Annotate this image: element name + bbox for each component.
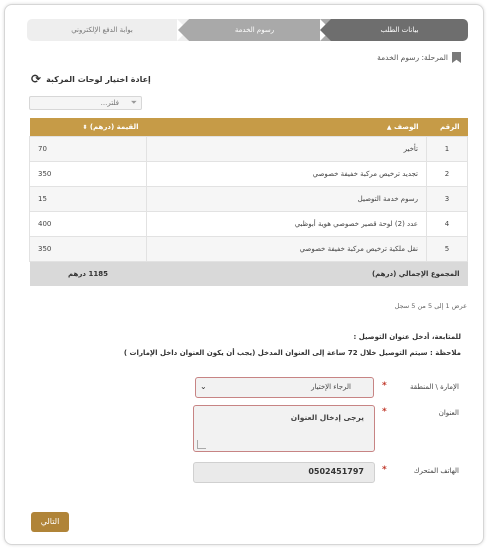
filter-box [29, 96, 142, 110]
filter-input[interactable] [30, 97, 123, 109]
delivery-instructions [124, 329, 461, 361]
cell-value: 350 [30, 162, 147, 187]
step-service-fees[interactable]: رسوم الخدمة [189, 19, 320, 41]
cell-num: 4 [427, 212, 468, 237]
table-header-row [30, 118, 468, 137]
chevron-down-icon: ⌄ [200, 382, 207, 391]
cell-value: 70 [30, 137, 147, 162]
col-header-value[interactable] [30, 118, 147, 137]
cell-num: 5 [427, 237, 468, 262]
record-info: عرض 1 إلى 5 من 5 سجل [394, 302, 467, 310]
total-row [30, 262, 468, 287]
stage-text: المرحلة: رسوم الخدمة [377, 53, 448, 62]
sort-both-icon: ⬍ [82, 124, 88, 131]
fees-table [29, 118, 468, 286]
required-marker: * [382, 381, 387, 391]
table-row [30, 162, 468, 187]
cell-desc: نقل ملكية ترخيص مركبة خفيفة خصوصي [147, 237, 427, 262]
cell-value: 15 [30, 187, 147, 212]
filter-icon: ⏷ [130, 98, 137, 107]
step-request-data[interactable]: بيانات الطلب [331, 19, 468, 41]
cell-desc: رسوم خدمة التوصيل [147, 187, 427, 212]
emirate-selected-value: الرجاء الإختيار [311, 383, 351, 391]
total-label: المجموع الإجمالي (درهم) [147, 262, 468, 287]
table-row [30, 212, 468, 237]
required-marker: * [382, 407, 387, 417]
col-header-num[interactable]: الرقم [427, 118, 468, 137]
phone-label: الهاتف المتحرك [413, 467, 459, 475]
bookmark-icon [452, 52, 461, 63]
delivery-note: ملاحظة : سيتم التوصيل خلال 72 ساعة إلى العنوان المدخل (يجب أن يكون العنوان داخل الإمارات ) [123, 349, 461, 357]
cell-num: 3 [427, 187, 468, 212]
delivery-line-1: للمتابعة، أدخل عنوان التوصيل : [353, 333, 461, 341]
sort-up-icon: ▲ [386, 124, 392, 131]
wizard-steps [27, 19, 468, 41]
reset-label: إعادة اختيار لوحات المركبة [46, 74, 151, 84]
cell-desc: تأخير [147, 137, 427, 162]
phone-field[interactable]: 0502451797 [193, 462, 375, 483]
wizard-panel [4, 4, 484, 545]
stage-indicator [377, 52, 461, 63]
col-header-value-label: القيمة (درهم) [89, 123, 139, 131]
cell-desc: عدد (2) لوحة قصير خصوصي هوية أبوظبي [147, 212, 427, 237]
table-row [30, 187, 468, 212]
col-header-desc-label: الوصف [393, 123, 419, 131]
total-value: 1185 درهم [30, 262, 147, 287]
reset-plates-link[interactable] [31, 72, 151, 86]
col-header-desc[interactable] [147, 118, 427, 137]
cell-value: 400 [30, 212, 147, 237]
emirate-select[interactable] [195, 377, 374, 398]
address-placeholder: يرجى إدخال العنوان [290, 413, 364, 422]
cell-num: 1 [427, 137, 468, 162]
next-button[interactable]: التالي [31, 512, 69, 532]
table-row [30, 137, 468, 162]
address-label: العنوان [438, 409, 459, 417]
step-payment-gateway[interactable]: بوابة الدفع الإلكتروني [27, 19, 177, 41]
cell-num: 2 [427, 162, 468, 187]
address-input[interactable] [193, 405, 375, 452]
resize-grip-icon[interactable] [197, 440, 206, 449]
emirate-label: الإمارة \ المنطقة [410, 383, 459, 391]
table-row [30, 237, 468, 262]
cell-desc: تجديد ترخيص مركبة خفيفة خصوصي [147, 162, 427, 187]
refresh-icon: ⟳ [31, 72, 42, 86]
cell-value: 350 [30, 237, 147, 262]
required-marker: * [382, 465, 387, 475]
